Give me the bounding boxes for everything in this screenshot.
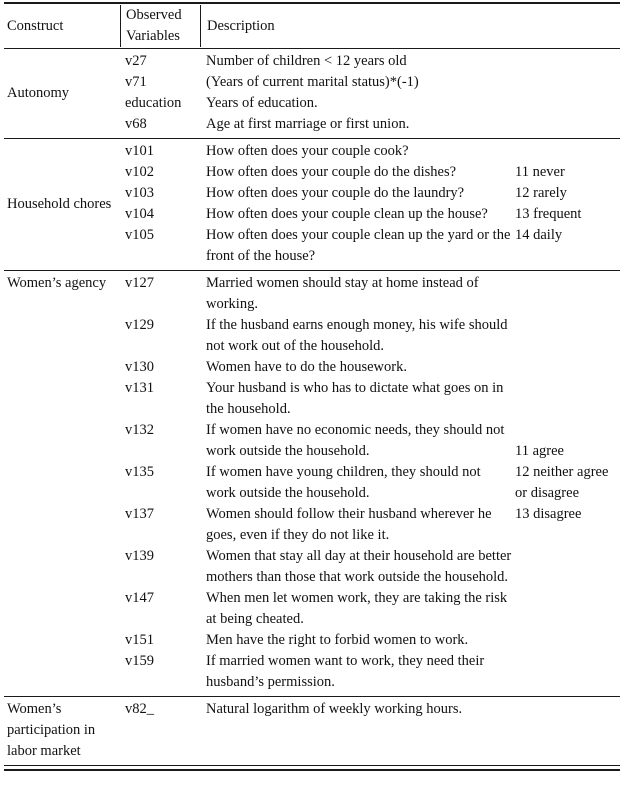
- observed-variable: v151: [125, 632, 154, 648]
- observed-variable: v139: [125, 548, 154, 564]
- construct-name: [4, 141, 120, 267]
- table-row: [120, 420, 512, 462]
- table-row: [120, 504, 512, 546]
- variable-description: Women should follow their husband wherever he goes, even if they do not like it.: [206, 506, 492, 543]
- construct-name: [4, 699, 120, 762]
- table-row: [120, 141, 512, 162]
- table-row: [120, 162, 512, 183]
- table-row: [120, 72, 512, 93]
- variable-description: If women have no economic needs, they should not work outside the household.: [206, 422, 505, 459]
- variable-description: How often does your couple cook?: [206, 143, 409, 159]
- header-description: Description: [200, 5, 620, 47]
- observed-variable: v102: [125, 164, 154, 180]
- variable-rows: [120, 273, 512, 693]
- construct-group: [4, 49, 620, 138]
- table-row: [120, 204, 512, 225]
- construct-group: [4, 270, 620, 696]
- observed-variable: v71: [125, 74, 147, 90]
- table-row: [120, 183, 512, 204]
- table-row: [120, 588, 512, 630]
- observed-variable: v68: [125, 116, 147, 132]
- observed-variable: v27: [125, 53, 147, 69]
- scale-note: 11 agree: [515, 443, 564, 459]
- table-body: [4, 49, 620, 765]
- constructs-table: [4, 2, 620, 771]
- header-construct: Construct: [7, 17, 64, 34]
- table-row: [120, 546, 512, 588]
- table-row: [120, 357, 512, 378]
- observed-variable: v129: [125, 317, 154, 333]
- observed-variable: v104: [125, 206, 154, 222]
- variable-description: How often does your couple clean up the house?: [206, 206, 488, 222]
- construct-name: [4, 51, 120, 135]
- observed-variable: v82_: [125, 701, 154, 717]
- construct-group: [4, 696, 620, 765]
- construct-name-text: Women’s agency: [7, 275, 107, 291]
- variable-description: Men have the right to forbid women to work.: [206, 632, 469, 648]
- table-header: [4, 4, 620, 49]
- variable-rows: [120, 699, 512, 762]
- variable-description: Age at first marriage or first union.: [206, 116, 410, 132]
- variable-description: If women have young children, they should not work outside the household.: [206, 464, 481, 501]
- table-row: [120, 51, 512, 72]
- observed-variable: v159: [125, 653, 154, 669]
- construct-name-text: Women’s participation in labor market: [7, 701, 96, 759]
- table-row: [120, 651, 512, 693]
- variable-description: When men let women work, they are taking the risk at being cheated.: [206, 590, 508, 627]
- scale-notes: [512, 273, 620, 693]
- scale-notes: [512, 699, 620, 762]
- table-row: [120, 273, 512, 315]
- scale-note: 12 neither agree or disagree: [515, 464, 609, 501]
- scale-note: 13 disagree: [515, 506, 582, 522]
- observed-variable: v103: [125, 185, 154, 201]
- variable-description: Natural logarithm of weekly working hours.: [206, 701, 463, 717]
- variable-description: Women that stay all day at their household are better mothers than those that work outside the household.: [206, 548, 512, 585]
- variable-description: How often does your couple do the dishes?: [206, 164, 457, 180]
- observed-variable: v101: [125, 143, 154, 159]
- header-observed-variables: Observed Variables: [120, 5, 200, 47]
- scale-notes: [512, 51, 620, 135]
- observed-variable: v131: [125, 380, 154, 396]
- table-row: [120, 225, 512, 267]
- table-row: [120, 114, 512, 135]
- observed-variable: v105: [125, 227, 154, 243]
- table-row: [120, 630, 512, 651]
- table-row: [120, 315, 512, 357]
- variable-description: Women have to do the housework.: [206, 359, 407, 375]
- variable-rows: [120, 51, 512, 135]
- scale-notes: [512, 141, 620, 267]
- table-row: [120, 93, 512, 114]
- variable-description: (Years of current marital status)*(-1): [206, 74, 419, 90]
- observed-variable: v135: [125, 464, 154, 480]
- variable-rows: [120, 141, 512, 267]
- table-row: [120, 378, 512, 420]
- variable-description: If married women want to work, they need their husband’s permission.: [206, 653, 485, 690]
- observed-variable: v130: [125, 359, 154, 375]
- construct-name-text: Household chores: [7, 195, 112, 212]
- variable-description: Your husband is who has to dictate what goes on in the household.: [206, 380, 504, 417]
- scale-note: 14 daily: [515, 227, 563, 243]
- variable-description: Number of children < 12 years old: [206, 53, 407, 69]
- construct-name-text: Autonomy: [7, 84, 70, 101]
- observed-variable: education: [125, 95, 182, 111]
- scale-note: 12 rarely: [515, 185, 567, 201]
- variable-description: How often does your couple clean up the yard or the front of the house?: [206, 227, 511, 264]
- construct-group: [4, 138, 620, 270]
- scale-note: 13 frequent: [515, 206, 582, 222]
- bottom-double-rule: [4, 765, 620, 771]
- scale-note: 11 never: [515, 164, 565, 180]
- construct-name: [4, 273, 120, 693]
- table-row: [120, 699, 512, 720]
- variable-description: Married women should stay at home instead of working.: [206, 275, 479, 312]
- observed-variable: v127: [125, 275, 154, 291]
- observed-variable: v137: [125, 506, 154, 522]
- observed-variable: v132: [125, 422, 154, 438]
- variable-description: Years of education.: [206, 95, 318, 111]
- variable-description: If the husband earns enough money, his wife should not work out of the household.: [206, 317, 508, 354]
- observed-variable: v147: [125, 590, 154, 606]
- table-row: [120, 462, 512, 504]
- variable-description: How often does your couple do the laundry?: [206, 185, 465, 201]
